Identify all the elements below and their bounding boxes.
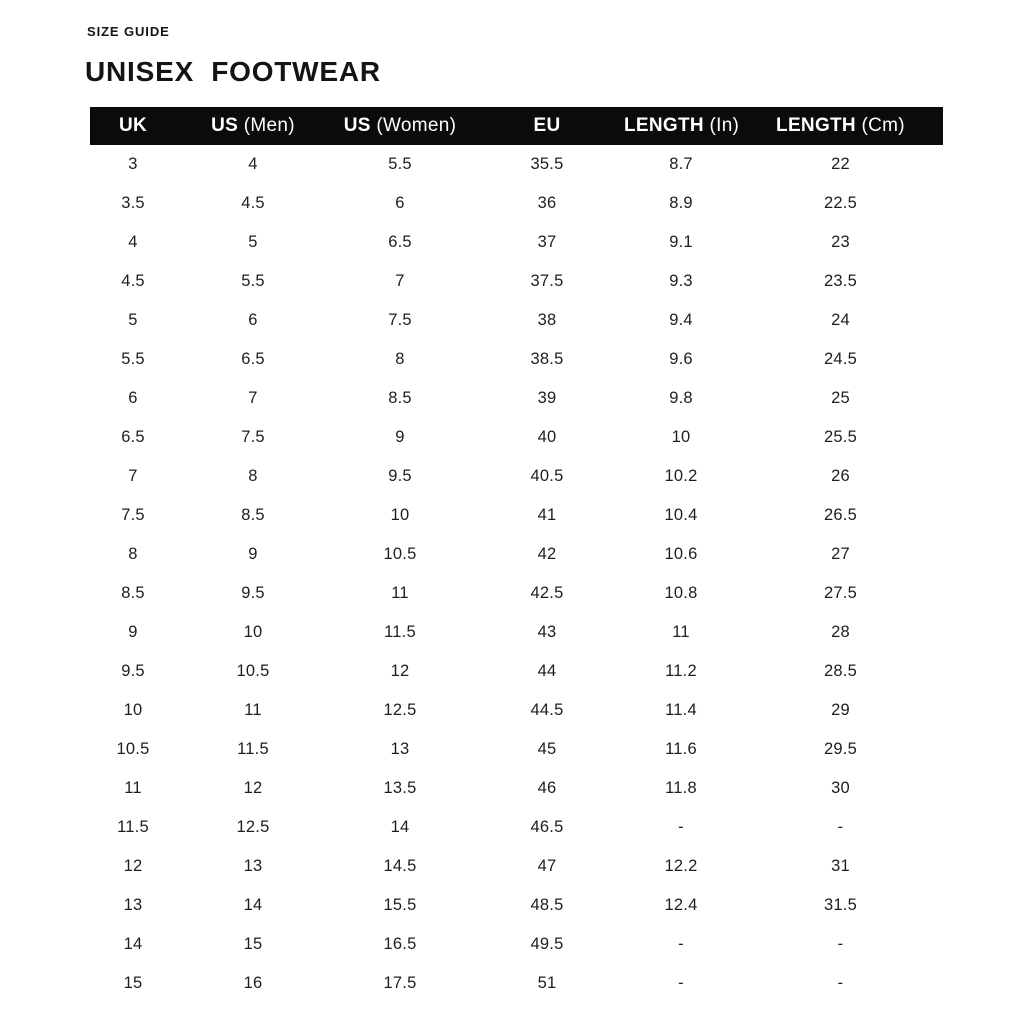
table-cell: 8: [128, 545, 138, 563]
table-row: [90, 652, 943, 691]
table-cell: 7: [395, 272, 405, 290]
size-guide-eyebrow: SIZE GUIDE: [87, 24, 170, 39]
table-cell: 37: [537, 233, 557, 251]
table-cell: 42.5: [530, 584, 564, 602]
table-cell: 8: [395, 350, 405, 368]
table-cell: 14: [243, 896, 263, 914]
table-cell: 15: [243, 935, 263, 953]
table-cell: 13.5: [383, 779, 417, 797]
table-cell: 49.5: [530, 935, 564, 953]
table-row: [90, 886, 943, 925]
table-cell: 11.4: [665, 701, 697, 719]
column-header-length-cm: LENGTH (Cm): [776, 115, 905, 136]
table-cell: -: [837, 935, 844, 953]
table-cell: 12.5: [383, 701, 417, 719]
table-cell: 45: [537, 740, 557, 758]
table-cell: 11: [672, 623, 690, 641]
table-row: [90, 223, 943, 262]
table-cell: 30: [831, 779, 850, 797]
table-cell: 7.5: [121, 506, 145, 524]
table-cell: 22.5: [824, 194, 857, 212]
table-cell: 29: [831, 701, 850, 719]
table-cell: 4.5: [241, 194, 265, 212]
size-table-body: [90, 145, 943, 1003]
table-cell: 23.5: [824, 272, 857, 290]
table-cell: 11.8: [665, 779, 697, 797]
table-cell: 22: [831, 155, 850, 173]
table-cell: 5.5: [121, 350, 145, 368]
table-cell: 39: [537, 389, 557, 407]
table-cell: 31: [831, 857, 850, 875]
table-row: [90, 925, 943, 964]
table-row: [90, 418, 943, 457]
table-cell: 16.5: [383, 935, 417, 953]
table-row: [90, 574, 943, 613]
column-header-eu: EU: [533, 115, 561, 136]
table-cell: 10.6: [664, 545, 698, 563]
table-cell: -: [678, 818, 684, 836]
table-cell: 10.5: [236, 662, 270, 680]
table-cell: -: [837, 818, 844, 836]
table-cell: 14.5: [383, 857, 417, 875]
table-row: [90, 847, 943, 886]
table-cell: 8.9: [669, 194, 693, 212]
table-cell: 44: [537, 662, 557, 680]
table-row: [90, 340, 943, 379]
table-row: [90, 184, 943, 223]
table-cell: 8.5: [388, 389, 412, 407]
table-cell: 10.5: [383, 545, 417, 563]
table-row: [90, 457, 943, 496]
table-cell: 13: [123, 896, 143, 914]
column-header-us-women: US (Women): [343, 115, 457, 136]
column-header-length-in: LENGTH (In): [624, 115, 740, 136]
table-cell: 6: [128, 389, 138, 407]
table-cell: 14: [123, 935, 143, 953]
table-cell: 3.5: [121, 194, 145, 212]
table-row: [90, 808, 943, 847]
table-cell: 48.5: [530, 896, 564, 914]
size-table-header-row: [90, 107, 943, 145]
table-cell: 38: [537, 311, 557, 329]
table-cell: 41: [537, 506, 557, 524]
table-cell: -: [837, 974, 844, 992]
table-cell: 12: [243, 779, 263, 797]
table-cell: 11.5: [117, 818, 149, 836]
table-cell: 25: [831, 389, 850, 407]
table-cell: 28.5: [824, 662, 857, 680]
column-header-uk: UK: [118, 115, 148, 136]
table-row: [90, 691, 943, 730]
table-cell: 6.5: [241, 350, 265, 368]
table-cell: 9.6: [669, 350, 693, 368]
table-cell: 12: [123, 857, 143, 875]
table-cell: 9.4: [669, 311, 693, 329]
table-cell: 36: [537, 194, 557, 212]
table-cell: 8.7: [669, 155, 693, 173]
table-cell: 10: [671, 428, 691, 446]
table-cell: 26: [831, 467, 850, 485]
table-cell: 5: [128, 311, 138, 329]
table-cell: 5.5: [241, 272, 265, 290]
size-table-head: [90, 107, 943, 145]
table-cell: 6: [248, 311, 258, 329]
table-cell: 44.5: [530, 701, 564, 719]
table-cell: 6.5: [121, 428, 145, 446]
table-cell: 24: [831, 311, 850, 329]
page-title: UNISEX FOOTWEAR: [85, 56, 381, 87]
table-row: [90, 964, 943, 1003]
table-cell: 10.5: [116, 740, 150, 758]
table-cell: 25.5: [824, 428, 857, 446]
table-cell: 26.5: [824, 506, 857, 524]
table-cell: 28: [831, 623, 850, 641]
table-cell: 8.5: [121, 584, 145, 602]
table-cell: 10: [390, 506, 410, 524]
table-row: [90, 613, 943, 652]
table-cell: 11: [244, 701, 262, 719]
table-cell: 12.4: [664, 896, 698, 914]
table-cell: 31.5: [824, 896, 857, 914]
table-cell: 11.2: [665, 662, 697, 680]
table-cell: 47: [537, 857, 557, 875]
table-cell: 5.5: [388, 155, 412, 173]
table-cell: 13: [390, 740, 410, 758]
table-cell: 9.8: [669, 389, 693, 407]
size-table: [90, 107, 943, 1003]
table-cell: 4: [128, 233, 138, 251]
table-cell: 4: [248, 155, 258, 173]
table-cell: 10.4: [664, 506, 698, 524]
table-cell: 9: [395, 428, 405, 446]
table-cell: 9: [128, 623, 138, 641]
table-cell: 46: [537, 779, 557, 797]
table-cell: 35.5: [530, 155, 564, 173]
table-cell: 16: [243, 974, 263, 992]
table-row: [90, 262, 943, 301]
table-cell: 42: [537, 545, 557, 563]
table-cell: 5: [248, 233, 258, 251]
table-cell: -: [678, 935, 684, 953]
table-cell: -: [678, 974, 684, 992]
table-cell: 10: [243, 623, 263, 641]
table-cell: 7.5: [241, 428, 265, 446]
table-cell: 12: [390, 662, 410, 680]
table-cell: 4.5: [121, 272, 145, 290]
table-cell: 15.5: [383, 896, 417, 914]
table-row: [90, 301, 943, 340]
table-cell: 8: [248, 467, 258, 485]
table-row: [90, 145, 943, 184]
table-cell: 27: [831, 545, 850, 563]
table-cell: 10.2: [664, 467, 698, 485]
table-cell: 9.5: [241, 584, 265, 602]
table-cell: 38.5: [530, 350, 564, 368]
table-cell: 11.6: [665, 740, 697, 758]
table-cell: 10: [123, 701, 143, 719]
table-cell: 11.5: [384, 623, 416, 641]
table-cell: 29.5: [824, 740, 857, 758]
table-cell: 6.5: [388, 233, 412, 251]
table-cell: 11: [391, 584, 409, 602]
table-cell: 46.5: [530, 818, 564, 836]
table-cell: 8.5: [241, 506, 265, 524]
table-cell: 9.5: [388, 467, 412, 485]
table-cell: 37.5: [530, 272, 564, 290]
table-cell: 12.5: [236, 818, 270, 836]
table-cell: 40: [537, 428, 557, 446]
table-cell: 6: [395, 194, 405, 212]
table-cell: 10.8: [664, 584, 698, 602]
table-cell: 23: [831, 233, 850, 251]
table-cell: 11: [124, 779, 142, 797]
table-cell: 51: [537, 974, 557, 992]
table-cell: 3: [128, 155, 138, 173]
table-row: [90, 496, 943, 535]
table-cell: 15: [123, 974, 143, 992]
table-cell: 12.2: [664, 857, 698, 875]
table-cell: 43: [537, 623, 557, 641]
table-cell: 27.5: [824, 584, 857, 602]
table-cell: 14: [390, 818, 410, 836]
table-cell: 9: [248, 545, 258, 563]
table-row: [90, 535, 943, 574]
table-cell: 9.3: [669, 272, 693, 290]
table-cell: 40.5: [530, 467, 564, 485]
table-cell: 9.5: [121, 662, 145, 680]
table-cell: 17.5: [383, 974, 417, 992]
table-cell: 7: [128, 467, 138, 485]
table-cell: 7.5: [388, 311, 412, 329]
table-row: [90, 379, 943, 418]
table-cell: 7: [248, 389, 258, 407]
column-header-us-men: US (Men): [211, 115, 295, 136]
table-cell: 11.5: [237, 740, 269, 758]
table-cell: 13: [243, 857, 263, 875]
table-cell: 24.5: [824, 350, 857, 368]
table-cell: 9.1: [669, 233, 693, 251]
table-row: [90, 769, 943, 808]
table-row: [90, 730, 943, 769]
